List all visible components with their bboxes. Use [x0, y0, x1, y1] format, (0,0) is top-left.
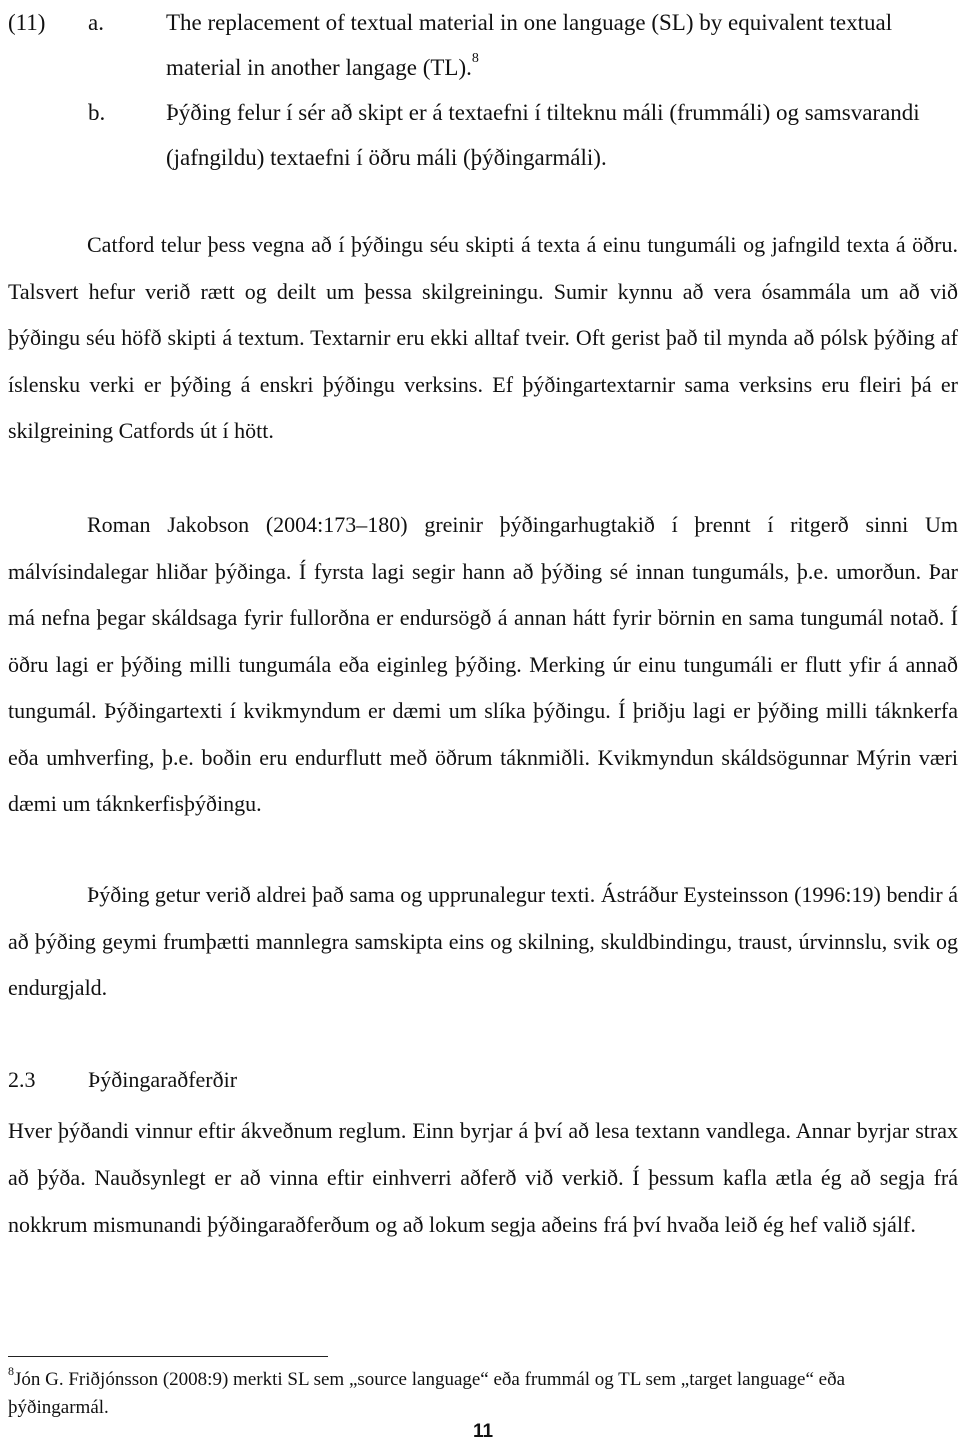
example-number: (11) — [8, 10, 46, 35]
numbered-example — [8, 0, 958, 180]
example-letter-b: b. — [88, 100, 106, 125]
body-paragraph-1: Catford telur þess vegna að í þýðingu séu skipti á texta á einu tungumáli og jafngild texta á öðru. Talsvert hefur verið rætt og deilt um þessa skilgreiningu. Sumir kynnu að vera ósammála um að við þýðingu séu höfð skipti á textum. Textarnir eru ekki alltaf tveir. Oft gerist það til mynda að pólsk þýðing af íslensku verki er þýðing á enskri þýðingu verksins. Ef þýðingartextarnir sama verksins eru fleiri þá er skilgreining Catfords út í hött. — [8, 232, 958, 443]
page-number: 11 — [472, 1421, 494, 1442]
body-paragraph-3: Þýðing getur verið aldrei það sama og upprunalegur texti. Ástráður Eysteinsson (1996:19) bendir á að þýðing geymi frumþætti mannlegra samskipta eins og skilning, skuldbindingu, traust, úrvinnslu, svik og endurgjald. — [8, 882, 958, 1000]
example-item-b — [8, 90, 958, 180]
example-item-a — [8, 0, 958, 90]
footnote — [8, 1363, 908, 1422]
body-paragraph-3-block — [8, 872, 958, 1012]
footnote-marker: 8 — [8, 1363, 14, 1378]
section-title: Þýðingaraðferðir — [88, 1067, 238, 1092]
example-letter-a: a. — [88, 10, 104, 35]
footnote-reference[interactable]: 8 — [471, 51, 479, 67]
example-text-a — [166, 0, 958, 90]
body-paragraph-1-block — [8, 222, 958, 455]
section-heading — [8, 1058, 237, 1102]
footnote-separator — [8, 1356, 328, 1357]
section-paragraph-1: Hver þýðandi vinnur eftir ákveðnum reglum. Einn byrjar á því að lesa textann vandlega. Annar byrjar strax að þýða. Nauðsynlegt er að vinna eftir einhverri aðferð við verkið. Í þessum kafla ætla ég að segja frá nokkrum mismunandi þýðingaraðferðum og að lokum segja aðeins frá því hvaða leið ég hef valið sjálf. — [8, 1118, 958, 1237]
section-paragraph-block — [8, 1107, 958, 1248]
body-paragraph-2: Roman Jakobson (2004:173–180) greinir þýðingarhugtakið í þrennt í ritgerð sinni Um málvísindalegar hliðar þýðinga. Í fyrsta lagi segir hann að þýðing sé innan tungumáls, þ.e. umorðun. Þar má nefna þegar skáldsaga fyrir fullorðna er endursögð á annan hátt fyrir börnin en sama tungumál notað. Í öðru lagi er þýðing milli tungumála eða eiginleg þýðing. Merking úr einu tungumáli er flutt yfir á annað tungumál. Þýðingartexti í kvikmyndum er dæmi um slíka þýðingu. Í þriðju lagi er þýðing milli táknkerfa eða umhverfing, þ.e. boðin eru endurflutt með öðrum táknmiðli. Kvikmyndun skáldsögunnar Mýrin væri dæmi um táknkerfisþýðingu. — [8, 512, 958, 816]
section-number: 2.3 — [8, 1067, 36, 1092]
document-page — [8, 0, 958, 1446]
body-paragraph-2-block — [8, 502, 958, 828]
example-text-a-content: The replacement of textual material in one language (SL) by equivalent textual material in another langage (TL). — [166, 10, 893, 80]
footnote-text: Jón G. Friðjónsson (2008:9) merkti SL sem „source language“ eða frummál og TL sem „target language“ eða þýðingarmál. — [8, 1369, 846, 1418]
example-text-b: Þýðing felur í sér að skipt er á textaefni í tilteknu máli (frummáli) og samsvarandi (jafngildu) textaefni í öðru máli (þýðingarmáli). — [166, 100, 920, 170]
